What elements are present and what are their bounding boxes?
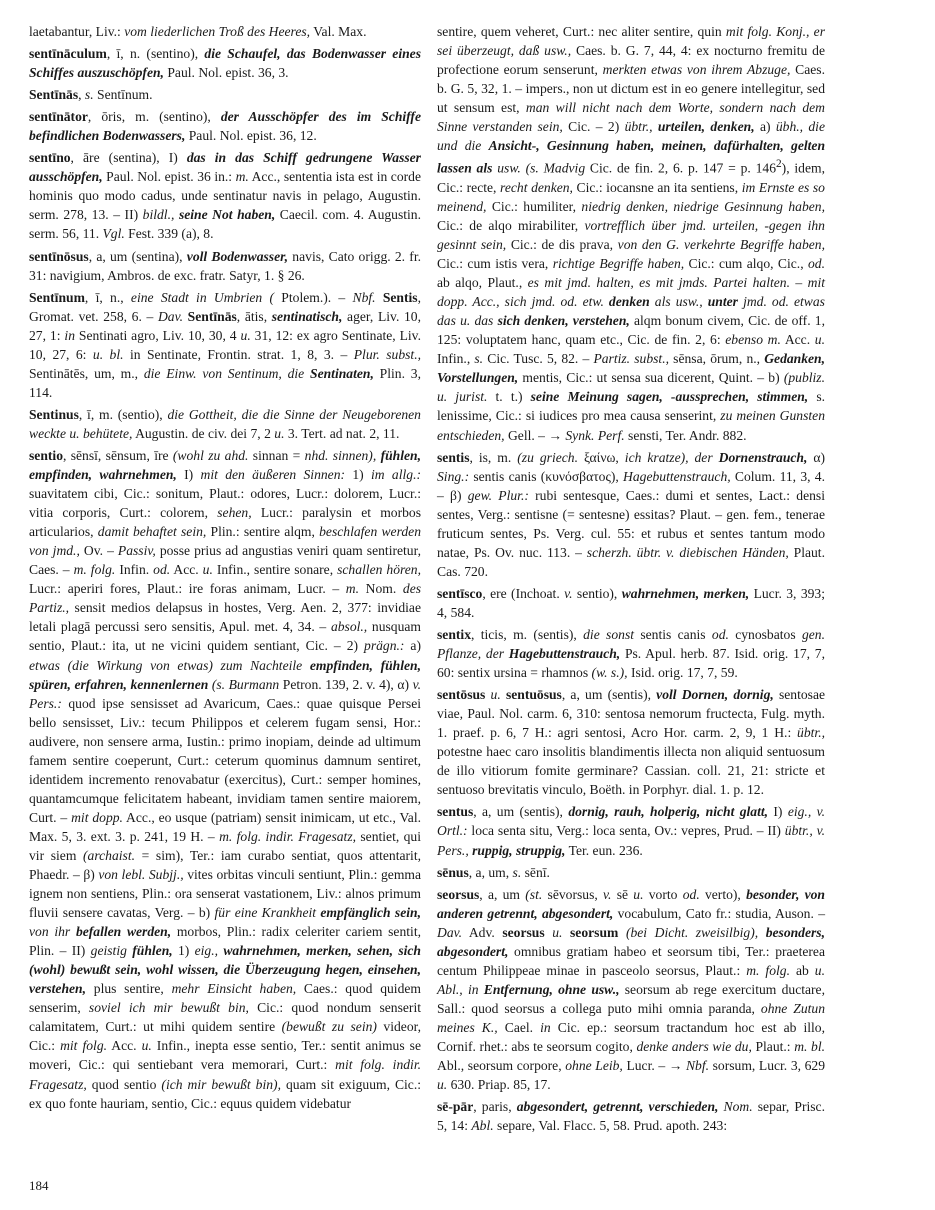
dictionary-entry: sēnus, a, um, s. sēnī. [437, 864, 550, 880]
dictionary-entry: Sentīnās, s. Sentīnum. [29, 87, 153, 103]
dictionary-entry: sentix, ticis, m. (sentis), die sonst sentis canis od. cynosbatos gen. Pflanze, der Hagebuttenstrauch, Ps. Apul. herb. 87. Isid. orig. 17, 7, 60: sentix ursina = rhamnos (w. s.), Isid. orig. 17, 7, 59. [437, 626, 825, 681]
dictionary-entry: sentīnāculum, ī, n. (sentino), die Schaufel, das Bodenwasser eines Schiffes auszuschöpfen, Paul. Nol. epist. 36, 3. [29, 46, 421, 81]
dictionary-entry: sentus, a, um (sentis), dornig, rauh, holperig, nicht glatt, I) eig., v. Ortl.: loca senta situ, Verg.: loca senta, Ov.: vepres, Prud. – II) übtr., v. Pers., ruppig, struppig, Ter. eun. 236. [437, 804, 825, 858]
dictionary-entry: sentīsco, ere (Inchoat. v. sentio), wahrnehmen, merken, Lucr. 3, 393; 4, 584. [437, 585, 825, 620]
dictionary-entry: sentio, sēnsī, sēnsum, īre (wohl zu ahd. sinnan = nhd. sinnen), fühlen, empfinden, wahrnehmen, I) mit den äußeren Sinnen: 1) im allg.: suavitatem cibi, Cic.: sonitum, Plaut.: odores, Lucr.: dolorem, Lucr.: vitia corporis, Curt.: colorem, sehen, Lucr.: paralysin et morbos articularios, damit behaftet sein, Plin.: sentire alqm, beschlafen werden von jmd., Ov. – Passiv, posse prius ad angustias veniri quam sentiretur, Caes. – m. folg. Infin. od. Acc. u. Infin., sentire sonare, schallen hören, Lucr.: aperiri fores, Plaut.: ire foras animam, Lucr. – m. Nom. des Partiz., sensit medios delapsus in hostes, Verg. Aen. 2, 377: invidiae letali plagā percussi sero sensitis, Apul. met. 4, 34. – absol., nusquam sentio, Plaut.: ita, ut ne vicini quidem sentiant, Cic. – 2) prägn.: a) etwas (die Wirkung von etwas) zum Nachteile empfinden, fühlen, spüren, erfahren, kennenlernen (s. Burmann Petron. 139, 2. v. 4), α) v. Pers.: quod ipse sensisset ad Avaricum, Caes.: quae quisque Persei bello sensisset, Liv.: tecum Philippos et celerem fugam sensi, Hor.: audivere, non sensere arma, Iustin.: primo inopiam, deinde ad ultimum famem sentire coeperunt, Curt.: ceterum quominus damnum sentiret, identidem incremento renovabatur (exercitus), Curt.: semper homines, quantamcumque felicitatem habeant, invidiam tamen sentire maiorem, Curt. – mit dopp. Acc., eo usque (patriam) sensit inimicam, ut etc., Val. Max. 5, 3. ext. 3. p. 241, 19 H. – m. folg. indir. Fragesatz, sentiet, qui vir siem (archaist. = sim), Ter.: iam curabo sentiat, quos attentarit, Phaedr. – β) von lebl. Subjj., vites orbitas vinculi sentiunt, Plin.: gemma ignem non sentiens, Plin.: ora senserat vastationem, Liv.: alnos primum fluvii sensere cavatas, Verg. – b) für eine Krankheit empfänglich sein, von ihr befallen werden, morbos, Plin.: radix celeriter cariem sentit, Plin. – II) geistig fühlen, 1) eig., wahrnehmen, merken, sehen, sich (wohl) bewußt sein, wohl wissen, die Überzeugung hegen, einsehen, verstehen, plus sentire, mehr Einsicht haben, Caes.: quod quidem senserim, soviel ich mir bewußt bin, Cic.: quod nondum senserit calamitatem, Curt.: ut mihi quidem sentire (bewußt zu sein) videor, Cic.: mit folg. Acc. u. Infin., inepta esse sentio, Ter.: sentit animus se moveri, Cic.: qui sentiebant vera memorari, Curt.: mit folg. indir. Fragesatz, quod sentio (ich mir bewußt bin), quam sit exiguum, Cic.: ex quo fonte hauriam, sentio, Cic.: equus quidem videbatur [29, 447, 422, 1111]
dictionary-entry: sentis, is, m. (zu griech. ξαίνω, ich kratze), der Dornenstrauch, α) Sing.: sentis canis (κυνόσβατος), Hagebuttenstrauch, Colum. 11, 3, 4. – β) gew. Plur.: rubi sentesque, Caes.: dumi et sentes, Lact.: densi sentes, Verg.: sentisne (= sentesne) essitas? Plaut. – gen. fem., tenerae fruticum sentes, Ps. Verg. cul. 55: et rubus et sentes tantum modo natae, Ps. Ov. nuc. 113. – scherzh. übtr. v. diebischen Händen, Plaut. Cas. 720. [437, 449, 826, 579]
dictionary-entry: laetabantur, Liv.: vom liederlichen Troß des Heeres, Val. Max. [29, 24, 367, 39]
dictionary-entry: sentīnōsus, a, um (sentina), voll Bodenwasser, navis, Cato origg. 2. fr. 31: navigium, Ambros. de exc. fratr. Satyr, 1. § 26. [29, 248, 421, 283]
dictionary-entry: sē-pār, paris, abgesondert, getrennt, verschieden, Nom. separ, Prisc. 5, 14: Abl. separe, Val. Flacc. 5, 58. Prud. apoth. 243: [437, 1099, 825, 1134]
dictionary-entry: sentīnātor, ōris, m. (sentino), der Ausschöpfer des im Schiffe befindlichen Bodenwassers, Paul. Nol. epist. 36, 12. [29, 109, 421, 144]
dictionary-entry: sentīno, āre (sentina), I) das in das Schiff gedrungene Wasser ausschöpfen, Paul. Nol. epist. 36 in.: m. Acc., sententia ista est in corde hominis quo modo cadus, unde sentinatur navis in pelago, Augustin. serm. 278, 13. – II) bildl., seine Not haben, Caecil. com. 4. Augustin. serm. 56, 11. Vgl. Fest. 339 (a), 8. [29, 150, 421, 242]
dictionary-entry: Sentinus, ī, m. (sentio), die Gottheit, die die Sinne der Neugeborenen weckte u. behütete, Augustin. de civ. dei 7, 2 u. 3. Tert. ad nat. 2, 11. [29, 406, 421, 441]
page-number: 184 [29, 1178, 49, 1193]
dictionary-entry: sentire, quem veheret, Curt.: nec aliter sentire, quin mit folg. Konj., er sei überzeugt, daß usw., Caes. b. G. 7, 44, 4: ex nocturno fremitu de profectione eorum senserunt, merkten etwas von ihrem Abzuge, Caes. b. G. 5, 32, 1. – impers., non ut dictum est in eo genere intellegitur, sed ut sensum est, man will nicht nach dem Worte, sondern nach dem Sinne verstanden sein, Cic. – 2) übtr., urteilen, denken, a) übh., die und die Ansicht-, Gesinnung haben, meinen, dafürhalten, gelten lassen als usw. (s. Madvig Cic. de fin. 2, 6. p. 147 = p. $146^2$), idem, Cic.: recte, recht denken, Cic.: iocansne an ita sentiens, im Ernste es so meinend, Cic.: humiliter, niedrig denken, niedrige Gesinnung haben, Cic.: de alqo mirabiliter, vortrefflich über jmd. urteilen, -gegen ihn gesinnt sein, Cic.: de dis prava, von den G. verkehrte Begriffe haben, Cic.: cum istis vera, richtige Begriffe haben, Cic.: cum alqo, Cic., od. ab alqo, Plaut., es mit jmd. halten, es mit jmds. Partei halten. – mit dopp. Acc., sich jmd. od. etw. denken als usw., unter jmd. od. etwas das u. das sich denken, verstehen, alqm bonum civem, Cic. de off. 1, 125: voluptatem hanc, quam etc., Cic. de fin. 2, 6: ebenso m. Acc. u. Infin., s. Cic. Tusc. 5, 82. – Partiz. subst., sēnsa, ōrum, n., Gedanken, Vorstellungen, mentis, Cic.: ut sensa sua dicerent, Quint. – b) (publiz. u. jurist. t. t.) seine Meinung sagen, -aussprechen, stimmen, s. lenissime, Cic.: si iudices pro mea causa senserint, zu meinen Gunsten entschieden, Gell. – → Synk. Perf. sensti, Ter. Andr. 882. [437, 24, 826, 443]
dictionary-entry: sentōsus u. sentuōsus, a, um (sentis), voll Dornen, dornig, sentosae viae, Paul. Nol. carm. 6, 310: sentosa nemorum fructecta, Fulg. myth. 1. praef. p. 6, 7 H.: agri sentosi, Acro Hor. carm. 2, 9, 1 H.: übtr., potestne haec caro insolitis blandimentis illecta non aliquid sentuosum de illo vitiorum fomite germinare? Cassian. coll. 21, 21: stricte et sentuoso brevitatis vinculo, Boëth. in Porphyr. dial. 1. p. 12. [437, 687, 826, 798]
left-column [29, 22, 421, 1116]
right-column [437, 22, 825, 1138]
dictionary-entry: seorsus, a, um (st. sēvorsus, v. sē u. vorto od. verto), besonder, von anderen getrennt, abgesondert, vocabulum, Cato fr.: studia, Auson. – Dav. Adv. seorsus u. seorsum (bei Dicht. zweisilbig), besonders, abgesondert, omnibus gratiam habeo et seorsum tibi, Ter.: praeterea centum Philippeae minae in pasceolo seorsus, Plaut.: m. folg. ab u. Abl., in Entfernung, ohne usw., seorsum ab rege exercitum ductare, Sall.: quod seorsus a collega puto mihi omnia paranda, ohne Zutun meines K., Cael. in Cic. ep.: seorsum tractandum hoc est ab illo, Cornif. rhet.: abs te seorsum cogito, denke anders wie du, Plaut.: m. bl. Abl., seorsum corpore, ohne Leib, Lucr. – → Nbf. sorsum, Lucr. 3, 629 u. 630. Priap. 85, 17. [437, 886, 826, 1093]
dictionary-entry: Sentīnum, ī, n., eine Stadt in Umbrien ( Ptolem.). – Nbf. Sentis, Gromat. vet. 258, 6. – Dav. Sentīnās, ātis, sentinatisch, ager, Liv. 10, 27, 1: in Sentinati agro, Liv. 10, 30, 4 u. 31, 12: ex agro Sentinate, Liv. 10, 27, 6: u. bl. in Sentinate, Frontin. strat. 1, 8, 3. – Plur. subst., Sentinātēs, um, m., die Einw. von Sentinum, die Sentinaten, Plin. 3, 114. [29, 289, 421, 400]
